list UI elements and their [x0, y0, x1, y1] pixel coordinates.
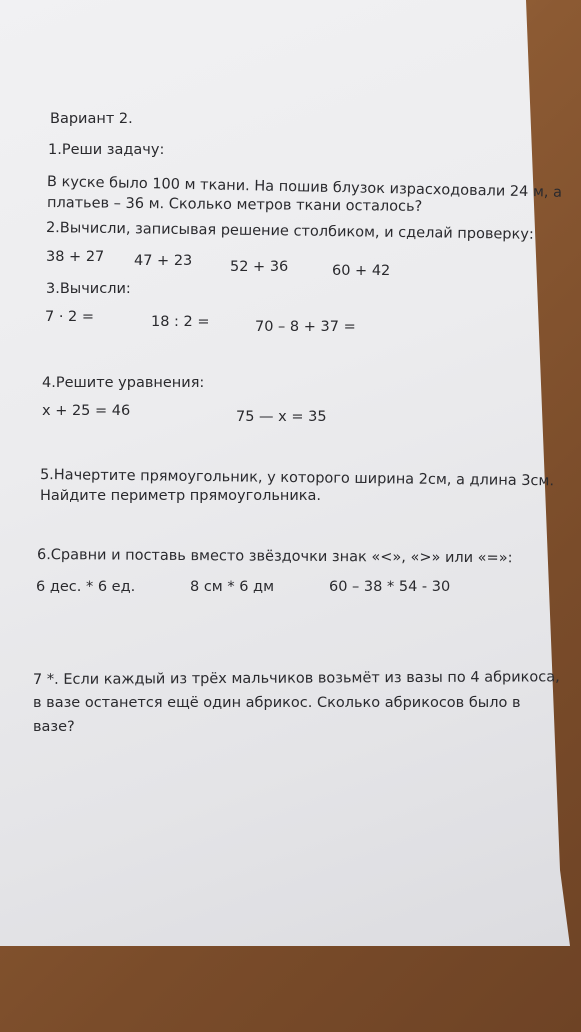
task5-line1: 5.Начертите прямоугольник, у которого ширина 2см, а длина 3см. [39, 467, 555, 490]
task3-item-3: 70 – 8 + 37 = [255, 319, 356, 335]
task4-item-1: х + 25 = 46 [42, 403, 131, 419]
task3-heading: 3.Вычисли: [46, 281, 131, 297]
task6-item-1: 6 дес. * 6 ед. [36, 579, 136, 595]
task7-line1: 7 *. Если каждый из трёх мальчиков возьмёт из вазы по 4 абрикоса, [32, 669, 560, 688]
task2-item-1: 38 + 27 [46, 249, 105, 265]
task7-line2: в вазе останется ещё один абрикос. Сколько абрикосов было в [33, 695, 521, 711]
task3-item-2: 18 : 2 = [151, 314, 210, 330]
task3-item-1: 7 · 2 = [45, 309, 95, 325]
task4-item-2: 75 — х = 35 [236, 409, 327, 425]
task1-heading: 1.Реши задачу: [48, 142, 165, 158]
task1-line2: платьев – 36 м. Сколько метров ткани осталось? [46, 195, 423, 215]
variant-title: Вариант 2. [50, 111, 133, 127]
task2-item-3: 52 + 36 [230, 259, 289, 275]
task6-heading: 6.Сравни и поставь вместо звёздочки знак «<», «>» или «=»: [36, 547, 513, 567]
task6-item-3: 60 – 38 * 54 - 30 [329, 579, 451, 595]
task2-heading: 2.Вычисли, записывая решение столбиком, и сделай проверку: [45, 220, 534, 243]
task2-item-2: 47 + 23 [134, 253, 193, 269]
task2-item-4: 60 + 42 [332, 263, 391, 279]
task4-heading: 4.Решите уравнения: [42, 375, 205, 391]
task1-line1: В куске было 100 м ткани. На пошив блузок израсходовали 24 м, а [46, 174, 563, 201]
task6-item-2: 8 см * 6 дм [190, 579, 275, 595]
task5-line2: Найдите периметр прямоугольника. [40, 488, 322, 504]
task7-line3: вазе? [33, 719, 75, 735]
